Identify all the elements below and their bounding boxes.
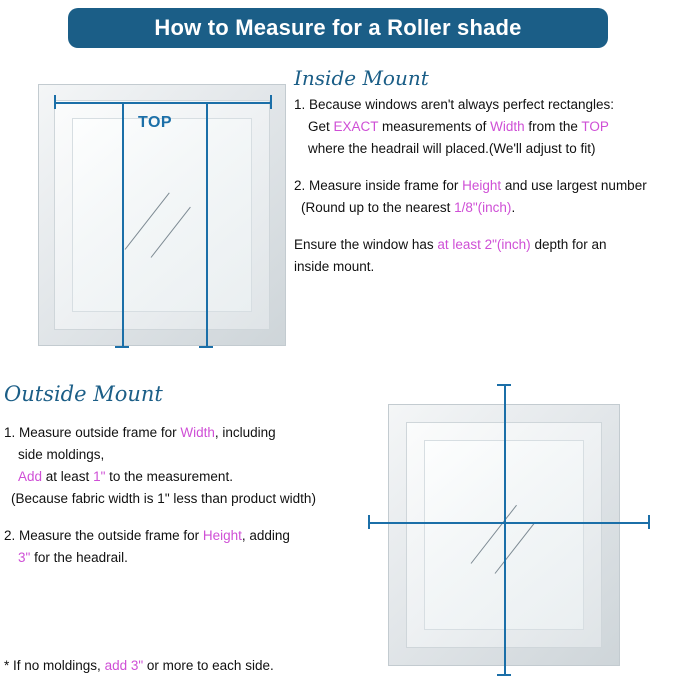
text-run-highlight: EXACT	[333, 119, 379, 134]
instruction-line	[294, 258, 679, 275]
text-run-highlight: Add	[18, 469, 43, 484]
text-run: Ensure the window has	[294, 237, 438, 252]
instruction-line	[4, 490, 334, 507]
inside-width-measure-line	[54, 102, 270, 104]
text-run: for the headrail.	[30, 550, 128, 565]
outside-width-left-cap	[368, 515, 370, 529]
text-run: side moldings,	[18, 447, 105, 462]
text-run-highlight: 3"	[18, 550, 31, 565]
instruction-line	[294, 96, 679, 113]
outside-mount-instructions	[4, 424, 334, 578]
text-run: (Because fabric width is 1" less than product width)	[11, 491, 316, 506]
instruction-line	[294, 199, 679, 216]
inside-height-measure-line-right	[206, 102, 208, 346]
outside-width-measure-line	[368, 522, 650, 524]
text-run-highlight: Height	[202, 528, 242, 543]
text-run: 1. Measure outside frame for	[4, 425, 181, 440]
instruction-line	[4, 424, 334, 441]
window-glass-pane	[72, 118, 252, 312]
text-run: and use largest number	[501, 178, 647, 193]
instruction-line	[294, 118, 679, 135]
text-run-highlight: Width	[180, 425, 215, 440]
text-run: or more to each side.	[143, 658, 274, 673]
page-header-banner	[68, 8, 608, 48]
text-run-highlight: Width	[490, 119, 525, 134]
outside-height-top-cap	[497, 384, 511, 386]
inside-width-right-cap	[270, 95, 272, 109]
text-run: Get	[308, 119, 334, 134]
text-run: 1. Because windows aren't always perfect rectangles:	[294, 97, 614, 112]
text-run-highlight: add 3"	[104, 658, 144, 673]
text-run: depth for an	[530, 237, 607, 252]
instruction-line	[4, 446, 334, 463]
text-run: 2. Measure the outside frame for	[4, 528, 203, 543]
page-title: How to Measure for a Roller shade	[154, 15, 522, 40]
text-run: 2. Measure inside frame for	[294, 178, 463, 193]
text-run-highlight: at least 2"(inch)	[437, 237, 531, 252]
instruction-line	[294, 236, 679, 253]
instruction-line	[4, 549, 334, 566]
text-run: .	[511, 200, 516, 215]
inside-height-left-bottom-cap	[115, 346, 129, 348]
text-run: * If no moldings,	[4, 658, 105, 673]
glass-reflection-streak	[151, 207, 191, 258]
text-run: to the measurement.	[105, 469, 233, 484]
inside-height-right-bottom-cap	[199, 346, 213, 348]
text-run: at least	[42, 469, 94, 484]
top-label: TOP	[138, 114, 173, 131]
inside-mount-window-diagram	[10, 56, 280, 352]
glass-reflection-streak	[495, 523, 535, 574]
text-run: where the headrail will placed.(We'll adjust to fit)	[308, 141, 596, 156]
outside-mount-window-diagram	[360, 382, 660, 678]
text-run: measurements of	[378, 119, 491, 134]
text-run: inside mount.	[294, 259, 375, 274]
instruction-line	[294, 140, 679, 157]
outside-height-measure-line	[504, 384, 506, 674]
outside-mount-footnote	[4, 658, 274, 673]
outside-mount-heading: Outside Mount	[4, 382, 163, 406]
instruction-line	[294, 177, 679, 194]
text-run: (Round up to the nearest	[301, 200, 455, 215]
text-run-highlight: 1"	[93, 469, 106, 484]
instruction-line	[4, 468, 334, 485]
text-run-highlight: TOP	[581, 119, 609, 134]
outside-width-right-cap	[648, 515, 650, 529]
inside-mount-instructions	[294, 96, 679, 287]
text-run-highlight: 1/8"(inch)	[454, 200, 512, 215]
inside-mount-heading: Inside Mount	[294, 66, 429, 90]
text-run-highlight: Height	[462, 178, 502, 193]
text-run: , adding	[241, 528, 290, 543]
instruction-line	[4, 527, 334, 544]
text-run: , including	[214, 425, 276, 440]
inside-height-measure-line-left	[122, 102, 124, 346]
outside-height-bottom-cap	[497, 674, 511, 676]
inside-width-left-cap	[54, 95, 56, 109]
text-run: from the	[524, 119, 582, 134]
